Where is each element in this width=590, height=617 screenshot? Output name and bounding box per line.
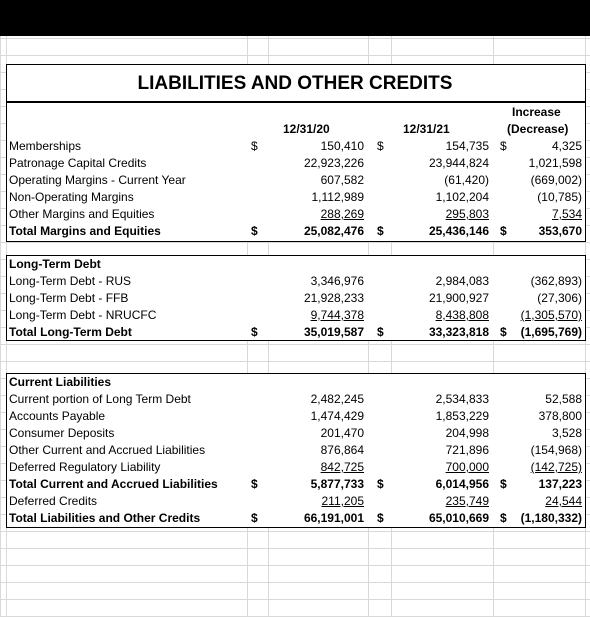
value-2021: 721,896 <box>445 443 489 457</box>
value-2020: 25,082,476 <box>303 224 364 238</box>
section-heading: Current Liabilities <box>9 375 112 389</box>
row-label: Total Current and Accrued Liabilities <box>9 477 218 491</box>
value-2021: 6,014,956 <box>435 477 489 491</box>
value-change: (1,695,769) <box>520 325 582 339</box>
row-label: Consumer Deposits <box>9 426 115 440</box>
value-change: 7,534 <box>551 207 582 221</box>
row-label: Deferred Credits <box>9 494 98 508</box>
section-heading: Long-Term Debt <box>9 257 101 271</box>
row-label: Current portion of Long Term Debt <box>9 392 191 406</box>
dollar-sign-2020: $ <box>251 511 258 525</box>
value-change: 52,588 <box>545 392 582 406</box>
value-2020: 22,923,226 <box>303 156 364 170</box>
dollar-sign-change: $ <box>500 325 507 339</box>
value-change: (1,305,570) <box>520 308 582 322</box>
value-2021: 23,944,824 <box>428 156 489 170</box>
value-2021: 8,438,808 <box>435 308 489 322</box>
value-2020: 150,410 <box>320 139 364 153</box>
dollar-sign-change: $ <box>500 477 507 491</box>
value-2021: (61,420) <box>444 173 489 187</box>
dollar-sign-2020: $ <box>251 224 258 238</box>
value-change: 378,800 <box>538 409 582 423</box>
value-2021: 700,000 <box>445 460 489 474</box>
value-change: 353,670 <box>538 224 582 238</box>
value-2020: 3,346,976 <box>310 274 364 288</box>
page-title: LIABILITIES AND OTHER CREDITS <box>137 73 453 94</box>
value-change: (362,893) <box>530 274 582 288</box>
value-2021: 1,853,229 <box>435 409 489 423</box>
value-change: (669,002) <box>530 173 582 187</box>
value-2020: 9,744,378 <box>310 308 364 322</box>
value-2020: 1,474,429 <box>310 409 364 423</box>
value-2021: 295,803 <box>445 207 489 221</box>
row-label: Total Long-Term Debt <box>9 325 132 339</box>
value-2020: 876,864 <box>320 443 364 457</box>
dollar-sign-2021: $ <box>377 511 384 525</box>
value-change: 4,325 <box>551 139 582 153</box>
row-label: Deferred Regulatory Liability <box>9 460 161 474</box>
col-header-decrease: (Decrease) <box>507 122 569 136</box>
dollar-sign-2020: $ <box>251 139 258 153</box>
value-change: (27,306) <box>537 291 582 305</box>
value-2020: 35,019,587 <box>303 325 364 339</box>
value-2021: 2,984,083 <box>435 274 489 288</box>
value-change: (1,180,332) <box>520 511 582 525</box>
dollar-sign-2020: $ <box>251 477 258 491</box>
col-header-increase: Increase <box>512 105 561 119</box>
value-2020: 1,112,989 <box>311 190 364 204</box>
value-2021: 21,900,927 <box>428 291 489 305</box>
row-label: Total Liabilities and Other Credits <box>9 511 201 525</box>
value-2020: 288,269 <box>320 207 364 221</box>
row-label: Accounts Payable <box>9 409 106 423</box>
row-label: Long-Term Debt - NRUCFC <box>9 308 157 322</box>
row-label: Long-Term Debt - RUS <box>9 274 132 288</box>
value-2021: 25,436,146 <box>428 224 489 238</box>
value-2021: 204,998 <box>445 426 489 440</box>
row-label: Long-Term Debt - FFB <box>9 291 129 305</box>
value-2021: 235,749 <box>445 494 489 508</box>
row-label: Operating Margins - Current Year <box>9 173 186 187</box>
value-change: (142,725) <box>530 460 582 474</box>
value-2020: 21,928,233 <box>303 291 364 305</box>
value-change: 24,544 <box>545 494 582 508</box>
row-label: Memberships <box>9 139 82 153</box>
value-2020: 842,725 <box>320 460 364 474</box>
col-header-2020: 12/31/20 <box>283 122 330 136</box>
value-2020: 66,191,001 <box>303 511 364 525</box>
row-label: Other Margins and Equities <box>9 207 155 221</box>
value-2020: 201,470 <box>320 426 364 440</box>
dollar-sign-change: $ <box>500 511 507 525</box>
top-black-bar <box>0 0 590 36</box>
value-change: (154,968) <box>530 443 582 457</box>
value-2021: 33,323,818 <box>428 325 489 339</box>
row-label: Other Current and Accrued Liabilities <box>9 443 206 457</box>
value-2020: 607,582 <box>320 173 364 187</box>
dollar-sign-change: $ <box>500 139 507 153</box>
dollar-sign-2021: $ <box>377 325 384 339</box>
value-change: 137,223 <box>538 477 582 491</box>
row-label: Total Margins and Equities <box>9 224 161 238</box>
dollar-sign-2021: $ <box>377 139 384 153</box>
value-2021: 1,102,204 <box>435 190 489 204</box>
row-label: Non-Operating Margins <box>9 190 134 204</box>
value-change: 3,528 <box>551 426 582 440</box>
row-label: Patronage Capital Credits <box>9 156 147 170</box>
value-2020: 2,482,245 <box>310 392 364 406</box>
value-2020: 211,205 <box>321 494 364 508</box>
value-2020: 5,877,733 <box>310 477 364 491</box>
value-2021: 2,534,833 <box>435 392 489 406</box>
dollar-sign-2021: $ <box>377 477 384 491</box>
value-change: 1,021,598 <box>528 156 582 170</box>
col-header-2021: 12/31/21 <box>403 122 450 136</box>
dollar-sign-2020: $ <box>251 325 258 339</box>
dollar-sign-2021: $ <box>377 224 384 238</box>
dollar-sign-change: $ <box>500 224 507 238</box>
value-2021: 154,735 <box>445 139 489 153</box>
value-change: (10,785) <box>537 190 582 204</box>
value-2021: 65,010,669 <box>428 511 489 525</box>
